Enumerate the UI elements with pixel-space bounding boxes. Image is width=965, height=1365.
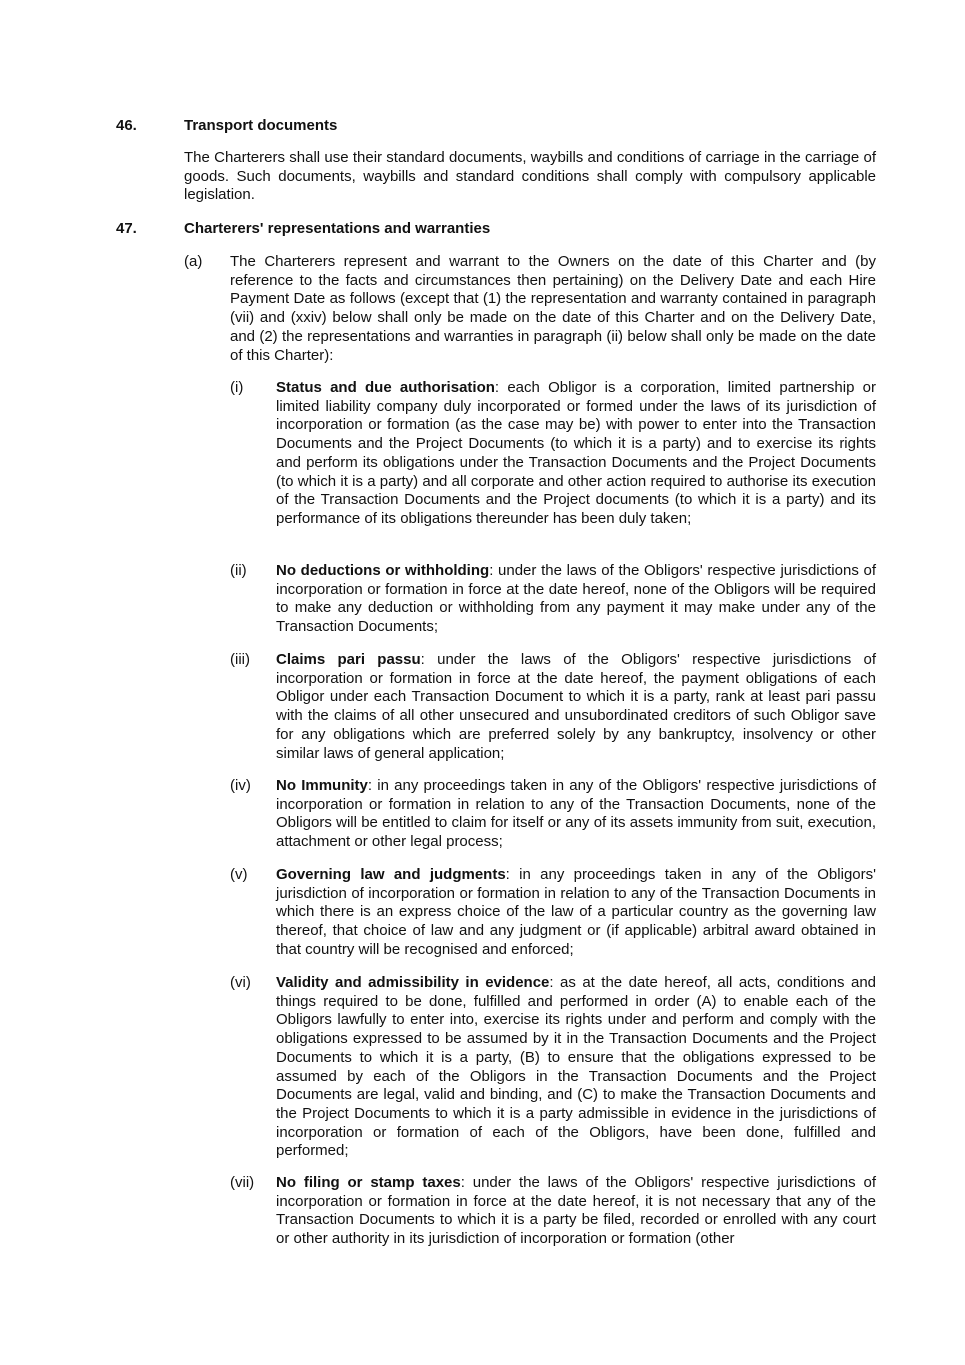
item-label: (vii) [230, 1174, 255, 1191]
item-label: (i) [230, 379, 244, 396]
item-label: (iii) [230, 651, 250, 668]
list-item [276, 379, 876, 529]
clause-a-body: The Charterers represent and warrant to the Owners on the date of this Charter and (by reference to the facts and circumstances then pertaining) on the Delivery Date and each Hire Payment Date as follows (except that (1) the representation and warranty contained in paragraph (vii) and (xxiv) below shall only be made on the date of this Charter and on the Delivery Date, and (2) the representations and warranties in paragraph (ii) below shall only be made on the date of this Charter): [230, 253, 876, 364]
item-title: Claims pari passu [276, 651, 421, 668]
item-title: No filing or stamp taxes [276, 1174, 461, 1191]
item-text: : in any proceedings taken in any of the Obligors' jurisdiction of incorporation or formation in relation to any of the Transaction Documents in which there is an express choice of the law of a particular country as the governing law thereof, that choice of law and any judgment or (if applicable) arbitral award obtained in that country will be recognised and enforced; [276, 866, 876, 958]
list-item [276, 1174, 876, 1249]
item-text: : in any proceedings taken in any of the Obligors' respective jurisdictions of incorporation or formation in relation to any of the Transaction Documents, none of the Obligors will be entitled to claim for itself or any of its assets immunity from suit, execution, attachment or other legal process; [276, 777, 876, 851]
list-item [276, 974, 876, 1161]
item-text: : as at the date hereof, all acts, conditions and things required to be done, fulfilled and performed in order (A) to enable each of the Obligors lawfully to enter into, exercise its rights under and perform and comply with the obligations expressed to be assumed by it in the Transaction Documents and the Project Documents to which it is a party, (B) to ensure that the obligations expressed to be assumed by each of the Obligors in the Transaction Documents and the Project Documents are legal, valid and binding, and (C) to make the Transaction Documents and the Project Documents to which it is a party admissible in evidence in the jurisdictions of incorporation or formation of each of the Obligors, have been done, fulfilled and performed; [276, 974, 876, 1160]
item-label: (iv) [230, 777, 251, 794]
item-title: Status and due authorisation [276, 379, 495, 396]
section-title: Transport documents [184, 117, 338, 134]
section-46-body: The Charterers shall use their standard documents, waybills and conditions of carriage in the carriage of goods. Such documents, waybills and standard conditions shall comply with compulsory applicable legislation. [184, 149, 876, 204]
item-title: No Immunity [276, 777, 368, 794]
list-item [276, 777, 876, 852]
item-text: : under the laws of the Obligors' respective jurisdictions of incorporation or formation in force at the date hereof, none of the Obligors will be required to make any deduction or withholding from any payment it may make under any of the Transaction Documents; [276, 562, 877, 636]
clause-a-label: (a) [184, 253, 203, 270]
section-number: 47. [116, 220, 137, 237]
item-label: (vi) [230, 974, 251, 991]
section-title: Charterers' representations and warranties [184, 220, 491, 237]
item-label: (ii) [230, 562, 247, 579]
item-text: : under the laws of the Obligors' respective jurisdictions of incorporation or formation in force at the date hereof, the payment obligations of each Obligor under each Transaction Document to which it is a party, rank at least pari passu with the claims of all other unsecured and unsubordinated creditors of such Obligor save for any obligations which are preferred solely by any bankruptcy, insolvency or other similar laws of general application; [276, 651, 876, 762]
item-label: (v) [230, 866, 248, 883]
item-text: : each Obligor is a corporation, limited partnership or limited liability company duly incorporated or formed under the laws of its jurisdiction of incorporation or formation (as the case may be) with power to enter into the Transaction Documents and the Project Documents (to which it is a party) and to exercise its rights and perform its obligations under the Transaction Documents and the Project Documents (to which it is a party) and all corporate and other action required to authorise its execution of the Transaction Documents and the Project documents (to which it is a party) and its performance of its obligations thereunder has been duly taken; [276, 379, 876, 527]
list-item [276, 866, 876, 960]
item-text: : under the laws of the Obligors' respective jurisdictions of incorporation or formation in force at the date hereof, it is not necessary that any of the Transaction Documents to which it is a party be filed, recorded or enrolled with any court or other authority in its jurisdiction of incorporation or formation (other [276, 1174, 876, 1248]
item-title: No deductions or withholding [276, 562, 490, 579]
section-number: 46. [116, 117, 137, 134]
list-item [276, 651, 876, 763]
item-title: Validity and admissibility in evidence [276, 974, 550, 991]
list-item [276, 562, 876, 637]
item-title: Governing law and judgments [276, 866, 506, 883]
